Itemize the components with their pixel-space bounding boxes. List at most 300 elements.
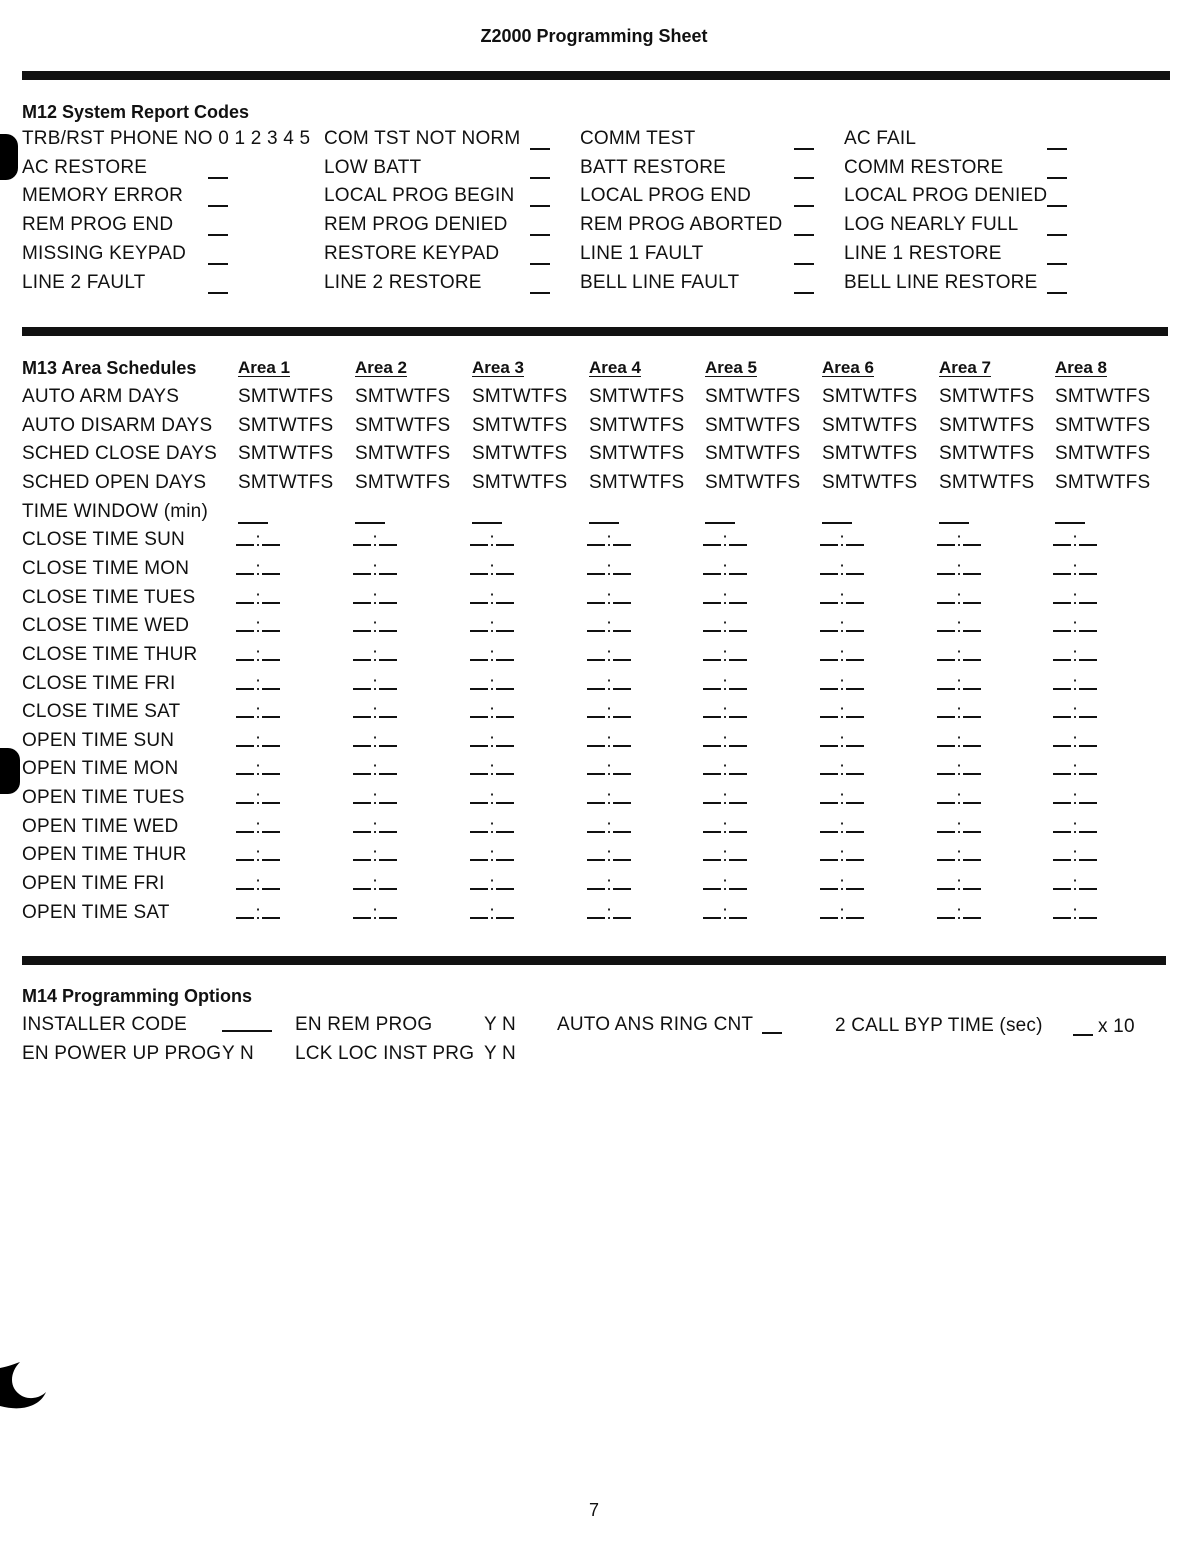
report-code-blank[interactable] [208,205,228,207]
minute-blank[interactable] [379,701,397,718]
time-entry-blank[interactable] [1053,673,1097,696]
days-selector[interactable]: SMTWTFS [822,443,918,465]
hour-blank[interactable] [937,558,955,575]
time-entry-blank[interactable] [1053,787,1097,810]
time-entry-blank[interactable] [937,787,981,810]
time-entry-blank[interactable] [587,758,631,781]
time-window-blank[interactable] [238,522,268,524]
minute-blank[interactable] [613,701,631,718]
time-entry-blank[interactable] [703,701,747,724]
minute-blank[interactable] [846,816,864,833]
hour-blank[interactable] [937,529,955,546]
hour-blank[interactable] [587,787,605,804]
time-entry-blank[interactable] [236,615,280,638]
hour-blank[interactable] [820,730,838,747]
days-selector[interactable]: SMTWTFS [822,414,918,436]
minute-blank[interactable] [496,673,514,690]
report-code-blank[interactable] [208,177,228,179]
hour-blank[interactable] [470,844,488,861]
hour-blank[interactable] [353,644,371,661]
minute-blank[interactable] [846,587,864,604]
minute-blank[interactable] [613,558,631,575]
time-entry-blank[interactable] [703,758,747,781]
minute-blank[interactable] [729,587,747,604]
hour-blank[interactable] [353,615,371,632]
minute-blank[interactable] [379,673,397,690]
time-entry-blank[interactable] [703,587,747,610]
hour-blank[interactable] [587,844,605,861]
report-code-blank[interactable] [208,263,228,265]
hour-blank[interactable] [353,587,371,604]
report-code-blank[interactable] [530,205,550,207]
hour-blank[interactable] [937,844,955,861]
minute-blank[interactable] [963,587,981,604]
time-entry-blank[interactable] [587,902,631,925]
minute-blank[interactable] [613,529,631,546]
minute-blank[interactable] [262,730,280,747]
minute-blank[interactable] [379,787,397,804]
time-entry-blank[interactable] [937,701,981,724]
minute-blank[interactable] [379,587,397,604]
minute-blank[interactable] [963,844,981,861]
hour-blank[interactable] [236,587,254,604]
report-code-blank[interactable] [794,148,814,150]
hour-blank[interactable] [587,587,605,604]
hour-blank[interactable] [353,730,371,747]
minute-blank[interactable] [262,787,280,804]
report-code-blank[interactable] [1047,234,1067,236]
time-entry-blank[interactable] [703,816,747,839]
days-selector[interactable]: SMTWTFS [472,471,568,493]
hour-blank[interactable] [937,873,955,890]
days-selector[interactable]: SMTWTFS [1055,471,1151,493]
hour-blank[interactable] [1053,558,1071,575]
hour-blank[interactable] [937,615,955,632]
hour-blank[interactable] [353,529,371,546]
hour-blank[interactable] [587,816,605,833]
hour-blank[interactable] [470,701,488,718]
minute-blank[interactable] [379,758,397,775]
time-entry-blank[interactable] [820,644,864,667]
minute-blank[interactable] [846,529,864,546]
hour-blank[interactable] [236,558,254,575]
days-selector[interactable]: SMTWTFS [355,414,451,436]
en-power-up-yn[interactable]: Y N [222,1043,254,1064]
time-entry-blank[interactable] [1053,587,1097,610]
days-selector[interactable]: SMTWTFS [705,414,801,436]
installer-code-blank[interactable] [222,1030,272,1032]
minute-blank[interactable] [496,529,514,546]
hour-blank[interactable] [353,873,371,890]
minute-blank[interactable] [613,730,631,747]
days-selector[interactable]: SMTWTFS [822,386,918,407]
hour-blank[interactable] [1053,758,1071,775]
days-selector[interactable]: SMTWTFS [822,471,918,493]
time-entry-blank[interactable] [1053,816,1097,839]
hour-blank[interactable] [587,673,605,690]
hour-blank[interactable] [353,673,371,690]
minute-blank[interactable] [1079,787,1097,804]
time-entry-blank[interactable] [587,701,631,724]
minute-blank[interactable] [262,558,280,575]
hour-blank[interactable] [703,701,721,718]
minute-blank[interactable] [613,844,631,861]
minute-blank[interactable] [729,758,747,775]
minute-blank[interactable] [613,673,631,690]
hour-blank[interactable] [820,816,838,833]
hour-blank[interactable] [587,558,605,575]
minute-blank[interactable] [613,902,631,919]
time-entry-blank[interactable] [353,902,397,925]
time-entry-blank[interactable] [236,587,280,610]
time-entry-blank[interactable] [353,844,397,867]
time-entry-blank[interactable] [820,758,864,781]
hour-blank[interactable] [236,701,254,718]
hour-blank[interactable] [703,873,721,890]
time-entry-blank[interactable] [470,644,514,667]
hour-blank[interactable] [1053,615,1071,632]
days-selector[interactable]: SMTWTFS [238,414,334,436]
time-entry-blank[interactable] [353,587,397,610]
minute-blank[interactable] [496,902,514,919]
time-entry-blank[interactable] [1053,844,1097,867]
minute-blank[interactable] [262,644,280,661]
time-window-blank[interactable] [705,522,735,524]
hour-blank[interactable] [820,644,838,661]
time-entry-blank[interactable] [470,529,514,552]
minute-blank[interactable] [262,615,280,632]
time-entry-blank[interactable] [937,816,981,839]
report-code-blank[interactable] [530,234,550,236]
lck-loc-yn[interactable]: Y N [484,1043,516,1064]
days-selector[interactable]: SMTWTFS [705,471,801,493]
minute-blank[interactable] [379,558,397,575]
time-entry-blank[interactable] [353,615,397,638]
time-window-blank[interactable] [822,522,852,524]
time-entry-blank[interactable] [1053,644,1097,667]
hour-blank[interactable] [1053,816,1071,833]
time-entry-blank[interactable] [470,730,514,753]
hour-blank[interactable] [820,701,838,718]
days-selector[interactable]: SMTWTFS [589,471,685,493]
time-entry-blank[interactable] [236,787,280,810]
time-entry-blank[interactable] [820,787,864,810]
time-entry-blank[interactable] [353,701,397,724]
minute-blank[interactable] [613,816,631,833]
hour-blank[interactable] [470,558,488,575]
minute-blank[interactable] [846,730,864,747]
time-entry-blank[interactable] [587,673,631,696]
time-entry-blank[interactable] [470,758,514,781]
minute-blank[interactable] [1079,644,1097,661]
report-code-blank[interactable] [1047,263,1067,265]
hour-blank[interactable] [937,902,955,919]
minute-blank[interactable] [963,902,981,919]
hour-blank[interactable] [353,816,371,833]
minute-blank[interactable] [496,816,514,833]
minute-blank[interactable] [379,844,397,861]
minute-blank[interactable] [846,873,864,890]
time-entry-blank[interactable] [1053,758,1097,781]
minute-blank[interactable] [963,816,981,833]
minute-blank[interactable] [379,873,397,890]
minute-blank[interactable] [729,701,747,718]
hour-blank[interactable] [353,787,371,804]
minute-blank[interactable] [963,758,981,775]
hour-blank[interactable] [703,558,721,575]
hour-blank[interactable] [937,816,955,833]
hour-blank[interactable] [703,730,721,747]
report-code-blank[interactable] [1047,205,1067,207]
minute-blank[interactable] [1079,558,1097,575]
time-entry-blank[interactable] [937,730,981,753]
time-entry-blank[interactable] [587,787,631,810]
days-selector[interactable]: SMTWTFS [589,414,685,436]
minute-blank[interactable] [729,787,747,804]
time-entry-blank[interactable] [470,844,514,867]
time-entry-blank[interactable] [937,844,981,867]
hour-blank[interactable] [937,587,955,604]
time-entry-blank[interactable] [587,615,631,638]
hour-blank[interactable] [703,587,721,604]
days-selector[interactable]: SMTWTFS [1055,386,1151,407]
report-code-blank[interactable] [794,234,814,236]
hour-blank[interactable] [353,758,371,775]
time-entry-blank[interactable] [470,615,514,638]
auto-ans-blank[interactable] [762,1032,782,1034]
report-code-blank[interactable] [794,292,814,294]
time-entry-blank[interactable] [937,558,981,581]
time-entry-blank[interactable] [820,701,864,724]
hour-blank[interactable] [236,844,254,861]
report-code-blank[interactable] [794,177,814,179]
hour-blank[interactable] [703,529,721,546]
days-selector[interactable]: SMTWTFS [705,386,801,407]
hour-blank[interactable] [587,902,605,919]
minute-blank[interactable] [496,587,514,604]
minute-blank[interactable] [613,873,631,890]
time-entry-blank[interactable] [703,558,747,581]
hour-blank[interactable] [820,615,838,632]
hour-blank[interactable] [703,787,721,804]
hour-blank[interactable] [937,787,955,804]
hour-blank[interactable] [470,902,488,919]
minute-blank[interactable] [1079,673,1097,690]
hour-blank[interactable] [937,758,955,775]
days-selector[interactable]: SMTWTFS [238,386,334,407]
time-entry-blank[interactable] [1053,701,1097,724]
hour-blank[interactable] [236,644,254,661]
hour-blank[interactable] [703,758,721,775]
time-entry-blank[interactable] [703,673,747,696]
minute-blank[interactable] [496,758,514,775]
minute-blank[interactable] [613,615,631,632]
minute-blank[interactable] [262,816,280,833]
minute-blank[interactable] [846,758,864,775]
minute-blank[interactable] [963,787,981,804]
hour-blank[interactable] [820,673,838,690]
hour-blank[interactable] [236,816,254,833]
minute-blank[interactable] [1079,902,1097,919]
hour-blank[interactable] [236,873,254,890]
hour-blank[interactable] [587,730,605,747]
time-entry-blank[interactable] [353,758,397,781]
minute-blank[interactable] [963,644,981,661]
minute-blank[interactable] [1079,701,1097,718]
hour-blank[interactable] [1053,873,1071,890]
minute-blank[interactable] [262,673,280,690]
hour-blank[interactable] [703,673,721,690]
minute-blank[interactable] [496,558,514,575]
time-entry-blank[interactable] [587,730,631,753]
minute-blank[interactable] [379,902,397,919]
time-window-blank[interactable] [355,522,385,524]
hour-blank[interactable] [236,730,254,747]
minute-blank[interactable] [379,615,397,632]
days-selector[interactable]: SMTWTFS [472,386,568,407]
hour-blank[interactable] [820,587,838,604]
report-code-blank[interactable] [530,148,550,150]
hour-blank[interactable] [587,758,605,775]
hour-blank[interactable] [470,787,488,804]
hour-blank[interactable] [236,615,254,632]
time-entry-blank[interactable] [1053,902,1097,925]
report-code-blank[interactable] [208,234,228,236]
minute-blank[interactable] [846,902,864,919]
time-entry-blank[interactable] [703,644,747,667]
days-selector[interactable]: SMTWTFS [1055,443,1151,465]
time-entry-blank[interactable] [820,673,864,696]
time-entry-blank[interactable] [703,529,747,552]
hour-blank[interactable] [820,758,838,775]
hour-blank[interactable] [236,787,254,804]
minute-blank[interactable] [963,701,981,718]
report-code-blank[interactable] [208,292,228,294]
minute-blank[interactable] [729,844,747,861]
minute-blank[interactable] [963,615,981,632]
time-entry-blank[interactable] [236,701,280,724]
time-entry-blank[interactable] [937,529,981,552]
minute-blank[interactable] [846,673,864,690]
minute-blank[interactable] [846,644,864,661]
hour-blank[interactable] [470,644,488,661]
minute-blank[interactable] [729,558,747,575]
time-entry-blank[interactable] [937,615,981,638]
time-entry-blank[interactable] [1053,529,1097,552]
days-selector[interactable]: SMTWTFS [939,443,1035,465]
time-entry-blank[interactable] [353,816,397,839]
report-code-blank[interactable] [530,292,550,294]
minute-blank[interactable] [379,730,397,747]
hour-blank[interactable] [1053,587,1071,604]
hour-blank[interactable] [1053,902,1071,919]
minute-blank[interactable] [1079,615,1097,632]
hour-blank[interactable] [470,758,488,775]
time-entry-blank[interactable] [236,730,280,753]
time-entry-blank[interactable] [470,673,514,696]
time-entry-blank[interactable] [820,615,864,638]
hour-blank[interactable] [1053,529,1071,546]
hour-blank[interactable] [1053,844,1071,861]
minute-blank[interactable] [963,529,981,546]
minute-blank[interactable] [496,615,514,632]
minute-blank[interactable] [729,644,747,661]
days-selector[interactable]: SMTWTFS [589,443,685,465]
days-selector[interactable]: SMTWTFS [939,471,1035,493]
hour-blank[interactable] [587,615,605,632]
time-entry-blank[interactable] [236,873,280,896]
time-entry-blank[interactable] [470,787,514,810]
days-selector[interactable]: SMTWTFS [939,414,1035,436]
report-code-blank[interactable] [794,205,814,207]
en-rem-prog-yn[interactable]: Y N [484,1014,516,1035]
minute-blank[interactable] [729,615,747,632]
hour-blank[interactable] [587,701,605,718]
minute-blank[interactable] [379,644,397,661]
time-entry-blank[interactable] [820,730,864,753]
days-selector[interactable]: SMTWTFS [472,414,568,436]
minute-blank[interactable] [729,902,747,919]
time-entry-blank[interactable] [820,587,864,610]
time-entry-blank[interactable] [353,529,397,552]
time-entry-blank[interactable] [587,558,631,581]
report-code-blank[interactable] [1047,177,1067,179]
time-entry-blank[interactable] [470,701,514,724]
time-entry-blank[interactable] [236,673,280,696]
report-code-blank[interactable] [1047,148,1067,150]
hour-blank[interactable] [353,902,371,919]
hour-blank[interactable] [236,529,254,546]
minute-blank[interactable] [262,902,280,919]
minute-blank[interactable] [729,730,747,747]
hour-blank[interactable] [587,644,605,661]
time-entry-blank[interactable] [236,816,280,839]
hour-blank[interactable] [937,701,955,718]
time-entry-blank[interactable] [587,529,631,552]
time-entry-blank[interactable] [470,873,514,896]
hour-blank[interactable] [703,816,721,833]
hour-blank[interactable] [236,902,254,919]
minute-blank[interactable] [729,816,747,833]
time-entry-blank[interactable] [937,673,981,696]
time-entry-blank[interactable] [820,816,864,839]
days-selector[interactable]: SMTWTFS [705,443,801,465]
time-entry-blank[interactable] [353,730,397,753]
days-selector[interactable]: SMTWTFS [355,386,451,407]
report-code-blank[interactable] [530,177,550,179]
time-entry-blank[interactable] [236,644,280,667]
hour-blank[interactable] [820,844,838,861]
minute-blank[interactable] [496,873,514,890]
minute-blank[interactable] [1079,758,1097,775]
minute-blank[interactable] [729,673,747,690]
days-selector[interactable]: SMTWTFS [1055,414,1151,436]
time-entry-blank[interactable] [1053,558,1097,581]
minute-blank[interactable] [613,758,631,775]
minute-blank[interactable] [496,787,514,804]
report-code-blank[interactable] [794,263,814,265]
time-entry-blank[interactable] [353,873,397,896]
days-selector[interactable]: SMTWTFS [589,386,685,407]
time-entry-blank[interactable] [1053,873,1097,896]
hour-blank[interactable] [587,529,605,546]
time-entry-blank[interactable] [937,873,981,896]
report-code-blank[interactable] [1047,292,1067,294]
minute-blank[interactable] [1079,587,1097,604]
time-window-blank[interactable] [472,522,502,524]
time-entry-blank[interactable] [236,902,280,925]
time-entry-blank[interactable] [937,902,981,925]
